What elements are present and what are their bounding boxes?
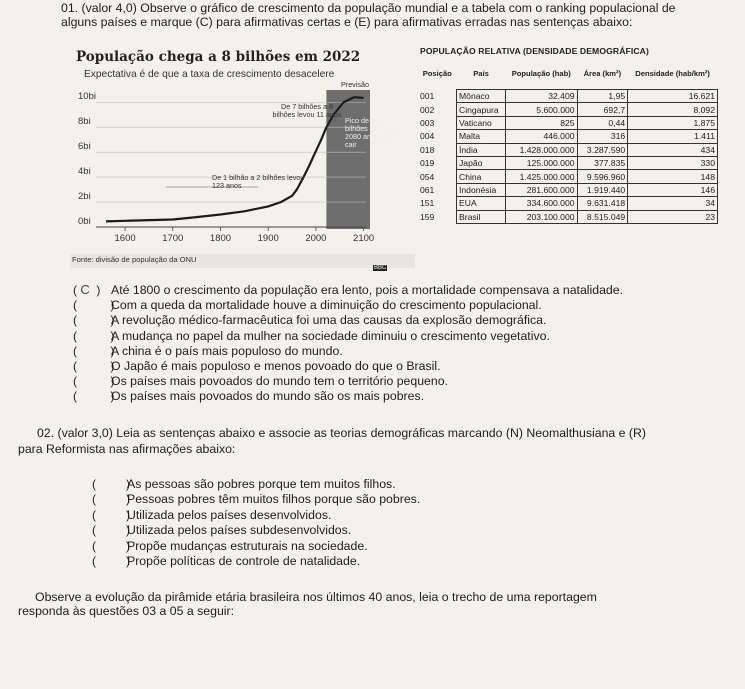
statement-text: O Japão é mais populoso e menos povoado do que o Brasil.	[111, 359, 441, 373]
table-cell: EUA	[457, 197, 506, 210]
table-cell: 434	[628, 143, 718, 156]
answer-blank[interactable]: ( )	[92, 507, 130, 522]
table-cell: 377.835	[577, 156, 628, 169]
table-cell: 001	[420, 91, 435, 102]
statement-text: Até 1800 o crescimento da população era lento, pois a mortalidade compensava a natalidade.	[111, 283, 624, 297]
header-area: Área (km²)	[583, 68, 622, 78]
table-cell: 692,7	[577, 103, 628, 116]
table-cell: 446.000	[506, 130, 578, 143]
answer-blank[interactable]: ( )	[92, 477, 130, 491]
answer-blank[interactable]: ( )	[92, 492, 130, 507]
y-tick-label: 6bi	[78, 141, 91, 153]
table-cell: Vaticano	[457, 116, 506, 129]
table-cell: 8.515.049	[577, 210, 628, 223]
table-cell: 5.600.000	[506, 103, 578, 116]
table-header-row	[418, 57, 718, 90]
answer-blank[interactable]: ( )	[73, 389, 115, 404]
table-row	[418, 210, 718, 223]
table-cell: 334.600.000	[506, 197, 578, 210]
statement-text: Propõe mudanças estruturais na sociedade.	[127, 538, 368, 553]
statement-text: Com a queda da mortalidade houve a diminuição do crescimento populacional.	[111, 298, 542, 313]
annotation-2bi: De 1 bilhão a 2 bilhões levou 123 anos	[212, 173, 305, 190]
table-cell: 004	[420, 131, 435, 142]
chart-footer	[70, 254, 415, 271]
table-cell: 0,44	[577, 116, 628, 129]
table-cell: 159	[420, 211, 435, 222]
table-cell: 9.596.960	[577, 170, 628, 183]
answer-blank[interactable]: ( )	[92, 554, 130, 568]
header-position: Posição	[422, 68, 452, 78]
table-row	[418, 183, 718, 196]
x-tick-label: 2100	[353, 233, 375, 244]
table-cell: 1.425.000.000	[506, 170, 578, 183]
statement-text: Pessoas pobres têm muitos filhos porque são pobres.	[127, 492, 421, 507]
answer-blank[interactable]: ( )	[73, 359, 115, 373]
answer-blank[interactable]: ( C )	[73, 282, 101, 297]
statement-text: Propõe políticas de controle de natalidade.	[127, 554, 361, 568]
table-cell: 061	[420, 184, 435, 195]
q03-intro-line1: Observe a evolução da pirâmide etária brasileira nos últimos 40 anos, leia o trecho de uma reportagem	[35, 590, 597, 604]
statement-text: A mudança no papel da mulher na sociedade diminuiu o crescimento vegetativo.	[111, 328, 550, 343]
answer-blank[interactable]: ( )	[73, 374, 115, 389]
table-cell: 148	[628, 170, 718, 183]
y-tick-label: 2bi	[78, 191, 91, 203]
table-cell: 151	[420, 198, 435, 209]
header-density: Densidade (hab/km²)	[635, 68, 710, 78]
table-cell: Índia	[457, 143, 506, 156]
table-cell: 146	[628, 183, 718, 196]
q01-statement	[73, 387, 424, 405]
table-cell: 34	[628, 197, 718, 210]
table-cell: 1.875	[628, 116, 718, 129]
answer-blank[interactable]: ( )	[92, 523, 130, 538]
table-cell: 054	[420, 171, 435, 182]
table-cell: Brasil	[457, 210, 506, 223]
x-tick-label: 1900	[257, 233, 279, 244]
answer-blank[interactable]: ( )	[73, 313, 115, 328]
statement-text: Utilizada pelos países subdesenvolvidos.	[127, 523, 352, 538]
table-cell: 23	[628, 210, 718, 223]
table-row	[418, 90, 718, 103]
q03-intro-line2: responda às questões 03 a 05 a seguir:	[18, 604, 235, 618]
statement-text: Os países mais povoados do mundo são os mais pobres.	[111, 389, 425, 404]
table-row	[418, 197, 718, 210]
table-cell: 825	[506, 116, 578, 129]
table-body	[418, 90, 718, 224]
density-table	[418, 57, 718, 224]
chart-title: População chega a 8 bilhões em 2022	[76, 49, 361, 65]
table-title: POPULAÇÃO RELATIVA (DENSIDADE DEMOGRÁFICA)	[420, 46, 649, 56]
table-cell: Indonésia	[457, 183, 506, 196]
table-row	[418, 170, 718, 183]
statement-text: As pessoas são pobres porque tem muitos filhos.	[127, 477, 396, 491]
q02-statement	[92, 552, 360, 570]
population-chart	[70, 46, 415, 271]
statement-text: A revolução médico-farmacêutica foi uma das causas da explosão demográfica.	[111, 313, 547, 328]
bbc-logo	[372, 256, 387, 274]
y-tick-label: 8bi	[78, 116, 91, 128]
table-cell: 002	[420, 104, 435, 115]
table-cell: 32.409	[506, 90, 578, 103]
table-row	[418, 116, 718, 129]
table-cell: 125.000.000	[506, 156, 578, 169]
table-cell: 3.287.590	[577, 143, 628, 156]
answer-blank[interactable]: ( )	[73, 328, 115, 343]
statement-text: Os países mais povoados do mundo tem o território pequeno.	[111, 374, 448, 389]
table-cell: 316	[577, 130, 628, 143]
table-cell: Malta	[457, 130, 506, 143]
table-cell: 281.600.000	[506, 183, 578, 196]
header-country: País	[473, 68, 489, 78]
table-cell: 1.428.000.000	[506, 143, 578, 156]
y-tick-label: 0bi	[78, 216, 91, 227]
q01-header-line1: 01. (valor 4,0) Observe o gráfico de crescimento da população mundial e a tabela com o ranking populacional de	[61, 1, 676, 15]
annotation-peak: Pico de 10,4 bilhões nos anos 2080 antes de cair	[345, 116, 399, 149]
forecast-label: Previsão	[341, 80, 369, 89]
q02-header-line1: 02. (valor 3,0) Leia as sentenças abaixo e associe as teorias demográficas marcando (N) Neomalthusiana e (R)	[37, 426, 646, 440]
table-cell: 019	[420, 158, 435, 169]
table-cell: 8.092	[628, 103, 718, 116]
table-cell: Cingapura	[457, 103, 506, 116]
y-tick-label: 4bi	[78, 166, 91, 178]
table-cell: 16.621	[628, 90, 718, 103]
x-axis-ticks	[115, 227, 375, 244]
table-cell: 018	[420, 144, 435, 155]
table-cell: Japão	[457, 156, 506, 169]
table-row	[418, 130, 718, 143]
q02-header-line2: para Reformista nas afirmações abaixo:	[18, 442, 236, 456]
chart-source: Fonte: divisão de população da ONU	[72, 255, 197, 264]
gridlines	[96, 102, 366, 227]
annotation-7bi: De 7 bilhões a 8 bilhões levou 11 anos	[272, 102, 342, 119]
x-tick-label: 2000	[305, 233, 327, 244]
x-tick-label: 1600	[114, 233, 136, 244]
table-cell: 203.100.000	[506, 210, 578, 223]
table-cell: 9.631.418	[577, 197, 628, 210]
table-row	[418, 103, 718, 116]
answer-blank[interactable]: ( )	[73, 298, 115, 313]
table-cell: 003	[420, 117, 435, 128]
table-row	[418, 156, 718, 169]
answer-blank[interactable]: ( )	[73, 343, 115, 358]
table-cell: 1.919.440	[577, 183, 628, 196]
y-tick-label: 10bi	[78, 91, 96, 103]
header-population: População (hab)	[511, 68, 571, 78]
answer-blank[interactable]: ( )	[92, 538, 130, 553]
x-tick-label: 1800	[209, 233, 232, 244]
chart-subtitle: Expectativa é de que a taxa de crescimento desacelere	[84, 69, 335, 80]
statement-text: Utilizada pelos países desenvolvidos.	[127, 507, 332, 522]
y-axis-ticks	[78, 91, 96, 227]
bbc-logo-text: BBC	[374, 265, 387, 271]
x-tick-label: 1700	[162, 233, 184, 244]
statement-text: A china é o país mais populoso do mundo.	[111, 343, 343, 358]
table-cell: 1.411	[628, 130, 718, 143]
table-cell: China	[457, 170, 506, 183]
table-row	[418, 143, 718, 156]
answer-mark: C	[80, 282, 90, 297]
table-cell: Mônaco	[457, 90, 506, 103]
table-cell: 330	[628, 156, 718, 169]
table-cell: 1,95	[577, 90, 628, 103]
q01-header-line2: alguns países e marque (C) para afirmativas certas e (E) para afirmativas erradas nas sentenças abaixo:	[61, 15, 633, 29]
